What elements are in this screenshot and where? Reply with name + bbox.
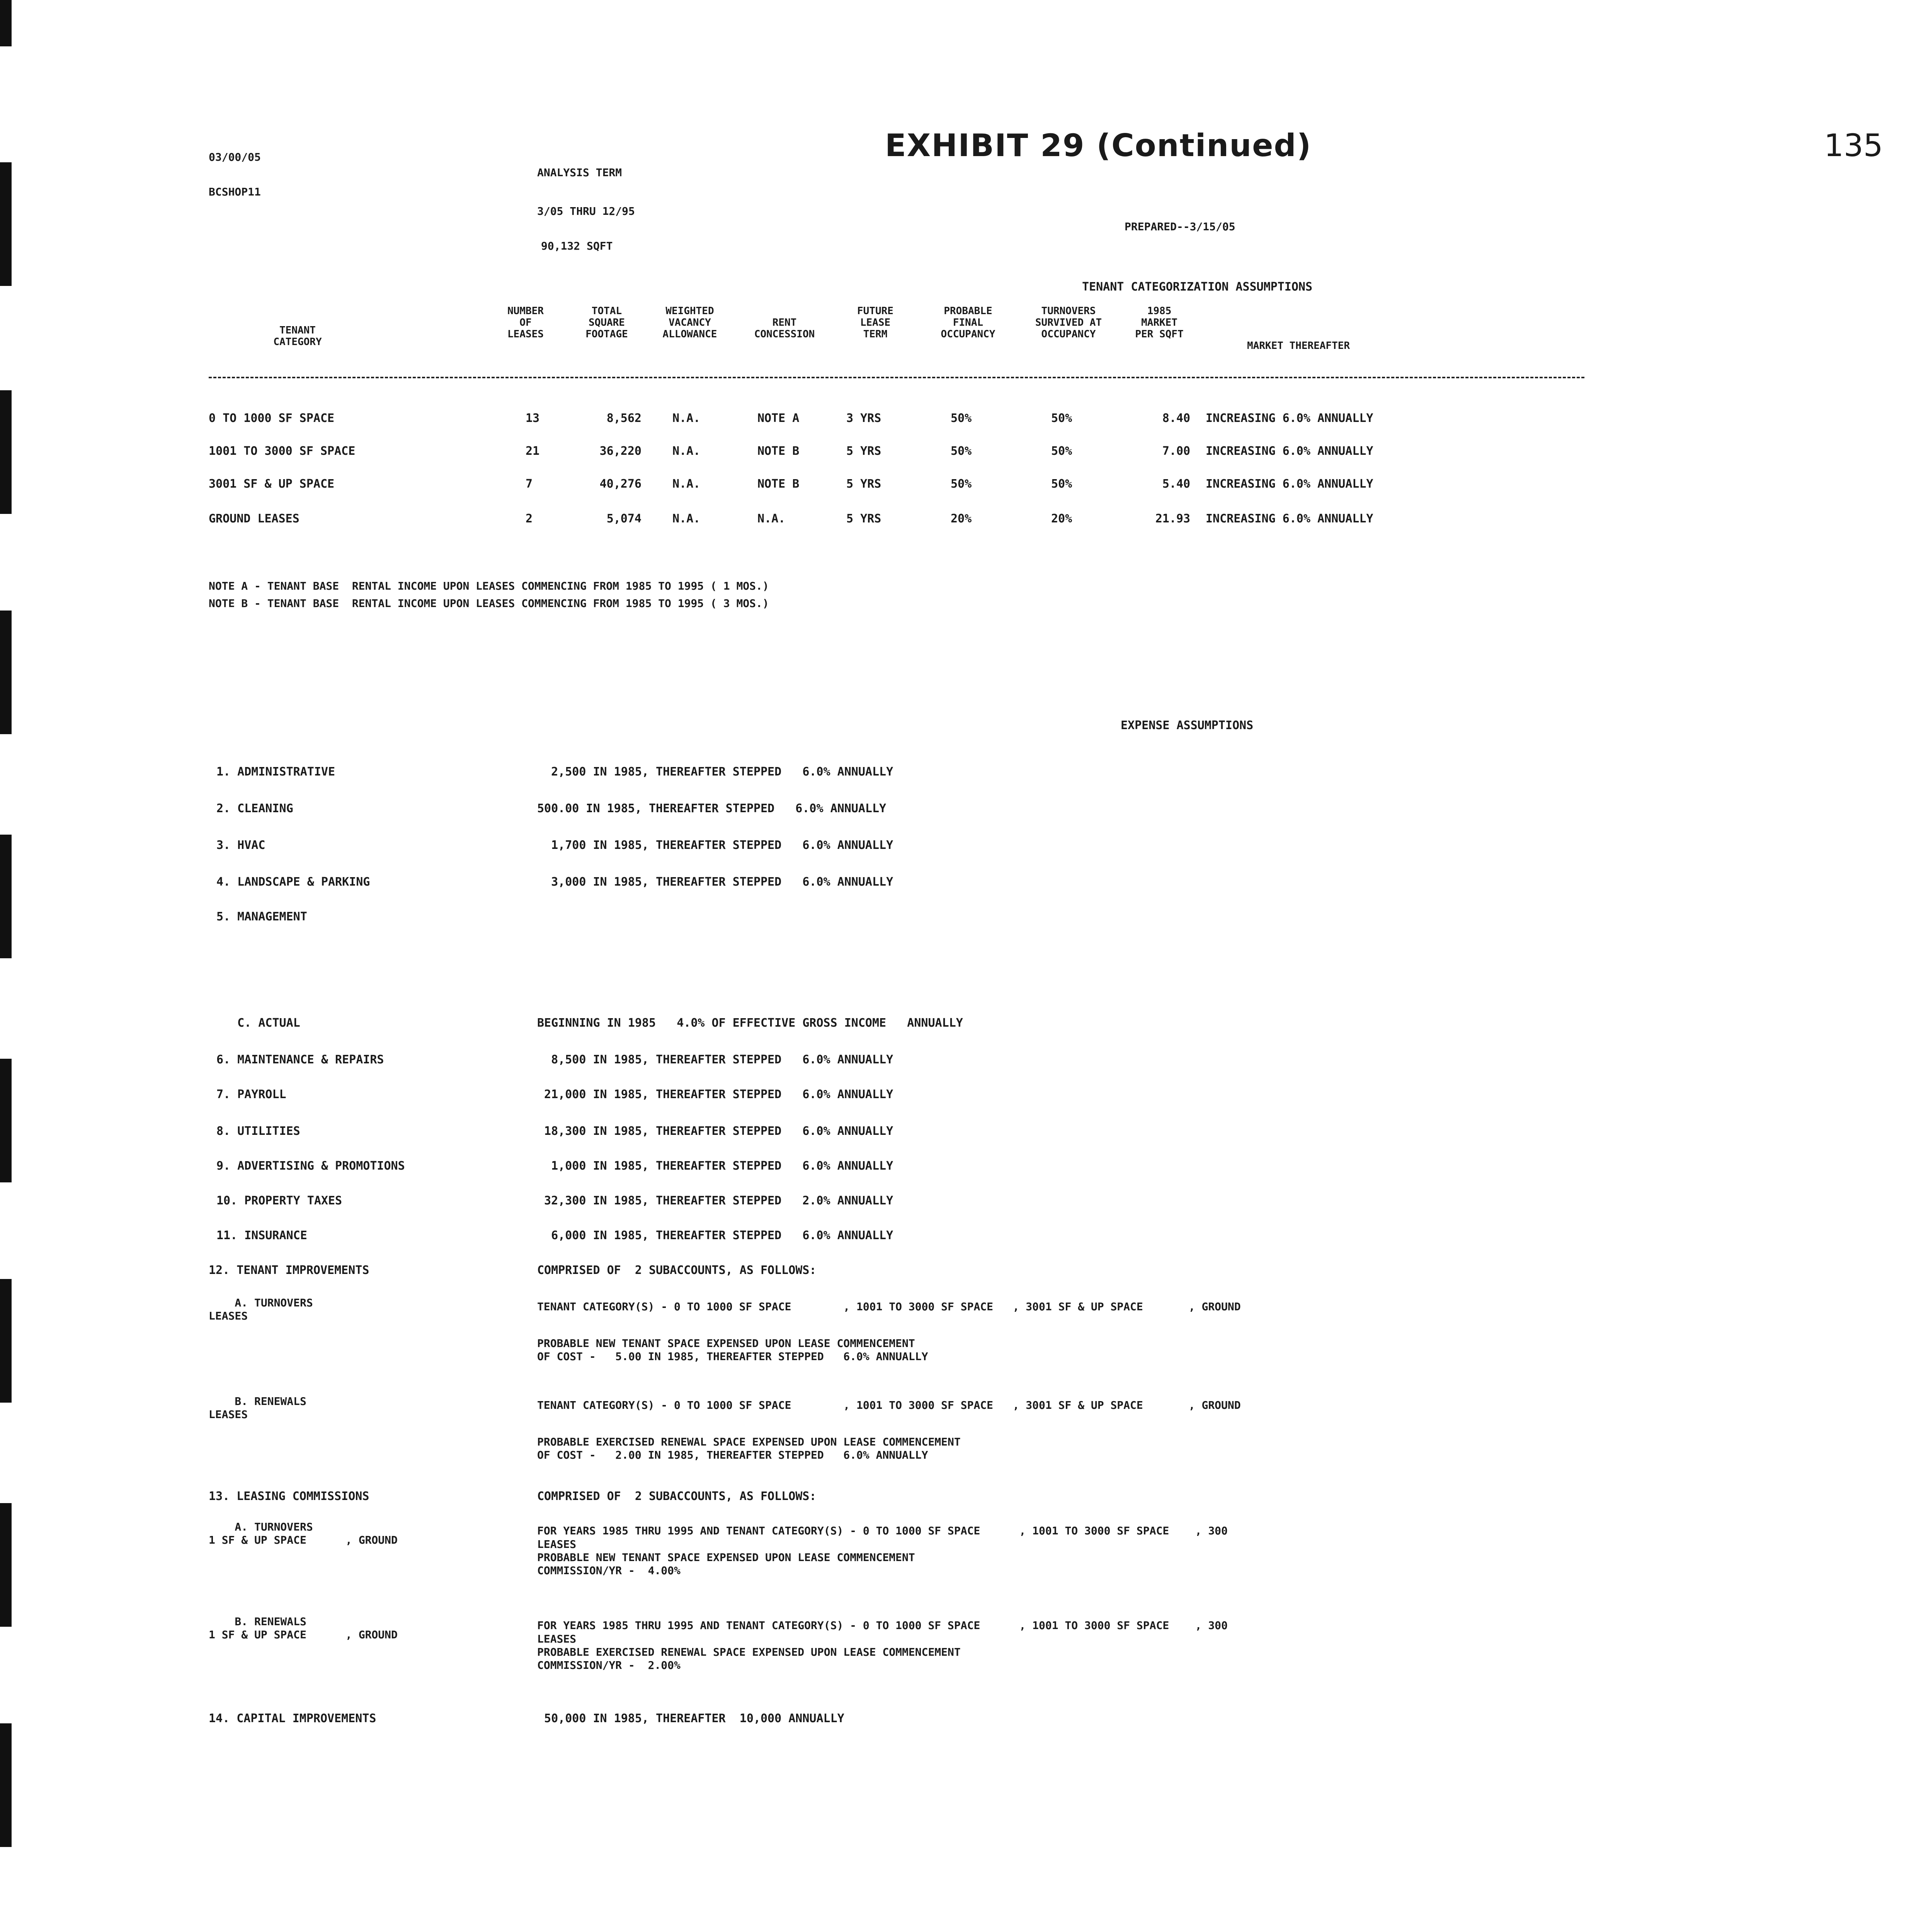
- col-header: TENANT CATEGORY: [273, 325, 322, 348]
- cell-term: 5 YRS: [846, 477, 881, 491]
- expense-value: 32,300 IN 1985, THEREAFTER STEPPED 2.0% ANNUALLY: [537, 1194, 893, 1208]
- commission-sub-line2: LEASES PROBABLE EXERCISED RENEWAL SPACE EXPENSED UPON LEASE COMMENCEMENT COMMISSION/YR - 2.00%: [537, 1633, 961, 1672]
- binder-mark: [0, 162, 12, 286]
- cell-occupancy: 50%: [951, 477, 972, 491]
- commissions-text: COMPRISED OF 2 SUBACCOUNTS, AS FOLLOWS:: [537, 1490, 817, 1503]
- expense-label: 8. UTILITIES: [216, 1124, 300, 1138]
- col-header: WEIGHTED VACANCY ALLOWANCE: [662, 305, 717, 340]
- commission-sub-line1: FOR YEARS 1985 THRU 1995 AND TENANT CATEGORY(S) - 0 TO 1000 SF SPACE , 1001 TO 3000 SF SPACE , 300: [537, 1619, 1228, 1632]
- cell-market-thereafter: INCREASING 6.0% ANNUALLY: [1206, 512, 1373, 526]
- cell-market-rate: 5.40: [1162, 477, 1190, 491]
- cell-vacancy: N.A.: [672, 512, 701, 526]
- binder-mark: [0, 390, 12, 514]
- cell-market-thereafter: INCREASING 6.0% ANNUALLY: [1206, 477, 1373, 491]
- expense-value: BEGINNING IN 1985 4.0% OF EFFECTIVE GROSS INCOME ANNUALLY: [537, 1016, 963, 1030]
- cell-concession: NOTE B: [757, 477, 800, 491]
- expense-label: 10. PROPERTY TAXES: [216, 1194, 342, 1208]
- expense-label: 9. ADVERTISING & PROMOTIONS: [216, 1159, 405, 1173]
- cell-sqft: 36,220: [599, 444, 642, 458]
- expense-value: 2,500 IN 1985, THEREAFTER STEPPED 6.0% ANNUALLY: [537, 765, 893, 779]
- expense-value: 1,000 IN 1985, THEREAFTER STEPPED 6.0% ANNUALLY: [537, 1159, 893, 1173]
- commission-sub-line1: FOR YEARS 1985 THRU 1995 AND TENANT CATEGORY(S) - 0 TO 1000 SF SPACE , 1001 TO 3000 SF SPACE , 300: [537, 1524, 1228, 1537]
- binder-mark: [0, 1503, 12, 1627]
- expense-value: 3,000 IN 1985, THEREAFTER STEPPED 6.0% ANNUALLY: [537, 875, 893, 889]
- cell-category: GROUND LEASES: [209, 512, 299, 526]
- col-header: FUTURE LEASE TERM: [857, 305, 893, 340]
- date-code: 03/00/05: [209, 151, 261, 163]
- cell-concession: NOTE A: [757, 412, 800, 425]
- cell-sqft: 8,562: [606, 412, 642, 425]
- cell-category: 1001 TO 3000 SF SPACE: [209, 444, 356, 458]
- analysis-period: 3/05 THRU 12/95: [537, 205, 635, 218]
- cell-leases: 2: [526, 512, 533, 526]
- expense-label: 3. HVAC: [216, 838, 265, 852]
- cell-market-rate: 8.40: [1162, 412, 1190, 425]
- expense-label: 6. MAINTENANCE & REPAIRS: [216, 1053, 384, 1066]
- header-rule: [209, 377, 1584, 378]
- cell-turnover: 20%: [1051, 512, 1072, 526]
- cell-vacancy: N.A.: [672, 477, 701, 491]
- cell-occupancy: 50%: [951, 444, 972, 458]
- cell-market-thereafter: INCREASING 6.0% ANNUALLY: [1206, 444, 1373, 458]
- col-header: RENT CONCESSION: [754, 317, 815, 340]
- cell-market-thereafter: INCREASING 6.0% ANNUALLY: [1206, 412, 1373, 425]
- expense-value: 6,000 IN 1985, THEREAFTER STEPPED 6.0% ANNUALLY: [537, 1229, 893, 1242]
- ti-sub-label: A. TURNOVERS LEASES: [209, 1296, 313, 1322]
- commission-sub-label: A. TURNOVERS 1 SF & UP SPACE , GROUND: [209, 1520, 398, 1546]
- expense-value: 21,000 IN 1985, THEREAFTER STEPPED 6.0% ANNUALLY: [537, 1088, 893, 1101]
- page-title: EXHIBIT 29 (Continued): [885, 128, 1312, 163]
- expense-value: 18,300 IN 1985, THEREAFTER STEPPED 6.0% ANNUALLY: [537, 1124, 893, 1138]
- binder-mark: [0, 0, 12, 46]
- ti-sub-line2: PROBABLE NEW TENANT SPACE EXPENSED UPON LEASE COMMENCEMENT OF COST - 5.00 IN 1985, THEREAFTER STEPPED 6.0% ANNUALLY: [537, 1337, 928, 1363]
- col-header: MARKET THEREAFTER: [1247, 340, 1350, 352]
- cell-market-rate: 7.00: [1162, 444, 1190, 458]
- expense-label: 11. INSURANCE: [216, 1229, 307, 1242]
- expense-value: 1,700 IN 1985, THEREAFTER STEPPED 6.0% ANNUALLY: [537, 838, 893, 852]
- commission-sub-label: B. RENEWALS 1 SF & UP SPACE , GROUND: [209, 1615, 398, 1641]
- capital-text: 50,000 IN 1985, THEREAFTER 10,000 ANNUALLY: [537, 1712, 844, 1725]
- cell-turnover: 50%: [1051, 444, 1072, 458]
- cell-leases: 13: [526, 412, 540, 425]
- cell-occupancy: 50%: [951, 412, 972, 425]
- col-header: PROBABLE FINAL OCCUPANCY: [941, 305, 995, 340]
- expense-value: 500.00 IN 1985, THEREAFTER STEPPED 6.0% ANNUALLY: [537, 802, 887, 815]
- cell-turnover: 50%: [1051, 477, 1072, 491]
- ti-sub-line1: TENANT CATEGORY(S) - 0 TO 1000 SF SPACE , 1001 TO 3000 SF SPACE , 3001 SF & UP SPACE , GROUND: [537, 1300, 1241, 1313]
- col-header: TURNOVERS SURVIVED AT OCCUPANCY: [1035, 305, 1102, 340]
- expense-value: COMPRISED OF 2 SUBACCOUNTS, AS FOLLOWS:: [537, 1264, 817, 1277]
- cell-category: 3001 SF & UP SPACE: [209, 477, 335, 491]
- expense-label: 1. ADMINISTRATIVE: [216, 765, 335, 779]
- commissions-label: 13. LEASING COMMISSIONS: [209, 1490, 369, 1503]
- note-b: NOTE B - TENANT BASE RENTAL INCOME UPON LEASES COMMENCING FROM 1985 TO 1995 ( 3 MOS.): [209, 597, 769, 610]
- expense-value: 8,500 IN 1985, THEREAFTER STEPPED 6.0% ANNUALLY: [537, 1053, 893, 1066]
- expense-label: 7. PAYROLL: [216, 1088, 286, 1101]
- cell-vacancy: N.A.: [672, 444, 701, 458]
- cell-turnover: 50%: [1051, 412, 1072, 425]
- cell-concession: NOTE B: [757, 444, 800, 458]
- prepared-date: PREPARED--3/15/05: [1125, 220, 1235, 233]
- expense-label: 4. LANDSCAPE & PARKING: [216, 875, 370, 889]
- ti-sub-line2: PROBABLE EXERCISED RENEWAL SPACE EXPENSED UPON LEASE COMMENCEMENT OF COST - 2.00 IN 1985, THEREAFTER STEPPED 6.0% ANNUALLY: [537, 1435, 961, 1461]
- ti-sub-label: B. RENEWALS LEASES: [209, 1395, 306, 1421]
- expense-label: 2. CLEANING: [216, 802, 293, 815]
- file-code: BCSHOP11: [209, 185, 261, 198]
- cell-vacancy: N.A.: [672, 412, 701, 425]
- binder-mark: [0, 611, 12, 734]
- cell-sqft: 40,276: [599, 477, 642, 491]
- binder-mark: [0, 1279, 12, 1403]
- tenant-section-title: TENANT CATEGORIZATION ASSUMPTIONS: [1082, 280, 1313, 294]
- cell-term: 5 YRS: [846, 512, 881, 526]
- col-header: NUMBER OF LEASES: [507, 305, 544, 340]
- cell-leases: 21: [526, 444, 540, 458]
- binder-mark: [0, 1059, 12, 1182]
- page-number: 135: [1824, 128, 1883, 163]
- analysis-term-label: ANALYSIS TERM: [537, 166, 622, 179]
- expense-section-title: EXPENSE ASSUMPTIONS: [1121, 719, 1254, 732]
- binder-mark: [0, 835, 12, 958]
- col-header: TOTAL SQUARE FOOTAGE: [585, 305, 628, 340]
- cell-category: 0 TO 1000 SF SPACE: [209, 412, 335, 425]
- commission-sub-line2: LEASES PROBABLE NEW TENANT SPACE EXPENSED UPON LEASE COMMENCEMENT COMMISSION/YR - 4.00%: [537, 1538, 915, 1577]
- cell-term: 5 YRS: [846, 444, 881, 458]
- expense-label: 12. TENANT IMPROVEMENTS: [209, 1264, 369, 1277]
- expense-label: 5. MANAGEMENT: [216, 910, 307, 923]
- note-a: NOTE A - TENANT BASE RENTAL INCOME UPON LEASES COMMENCING FROM 1985 TO 1995 ( 1 MOS.): [209, 580, 769, 592]
- cell-concession: N.A.: [757, 512, 786, 526]
- cell-sqft: 5,074: [606, 512, 642, 526]
- area: 90,132 SQFT: [541, 240, 613, 252]
- cell-occupancy: 20%: [951, 512, 972, 526]
- binder-mark: [0, 1723, 12, 1847]
- col-header: 1985 MARKET PER SQFT: [1135, 305, 1184, 340]
- capital-label: 14. CAPITAL IMPROVEMENTS: [209, 1712, 376, 1725]
- ti-sub-line1: TENANT CATEGORY(S) - 0 TO 1000 SF SPACE , 1001 TO 3000 SF SPACE , 3001 SF & UP SPACE , GROUND: [537, 1399, 1241, 1412]
- expense-label: C. ACTUAL: [216, 1016, 300, 1030]
- cell-market-rate: 21.93: [1155, 512, 1190, 526]
- cell-term: 3 YRS: [846, 412, 881, 425]
- cell-leases: 7: [526, 477, 533, 491]
